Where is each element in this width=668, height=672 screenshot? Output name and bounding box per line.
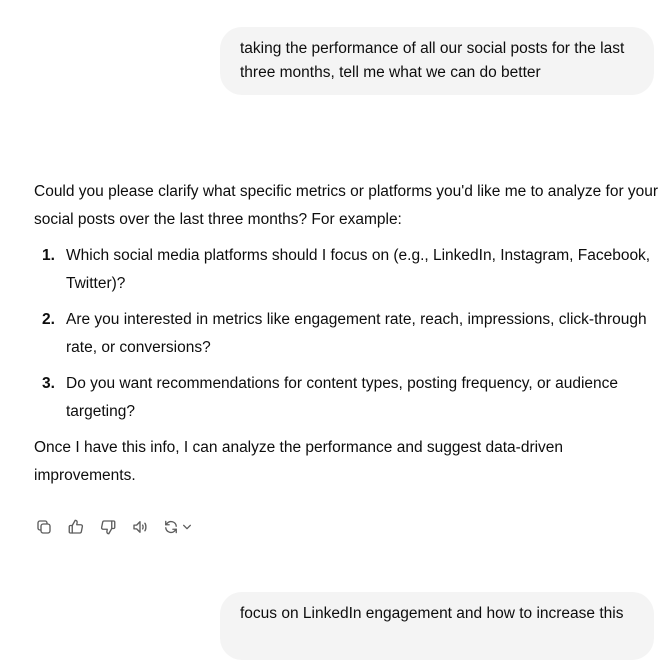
read-aloud-icon bbox=[131, 518, 149, 536]
list-item bbox=[34, 370, 660, 426]
list-item-text: Do you want recommendations for content types, posting frequency, or audience targeting? bbox=[66, 375, 618, 420]
list-item-text: Which social media platforms should I focus on (e.g., LinkedIn, Instagram, Facebook, Twitter)? bbox=[66, 247, 651, 292]
list-item-number: 1. bbox=[42, 247, 55, 264]
thumbs-up-button[interactable] bbox=[66, 517, 86, 537]
message-actions bbox=[34, 516, 192, 538]
assistant-list bbox=[34, 242, 660, 426]
user-message-text: focus on LinkedIn engagement and how to increase this bbox=[240, 605, 624, 622]
chevron-down-icon bbox=[182, 522, 192, 532]
list-item bbox=[34, 242, 660, 298]
list-item-text: Are you interested in metrics like engagement rate, reach, impressions, click-through rate, or conversions? bbox=[66, 311, 647, 356]
assistant-message bbox=[34, 178, 660, 490]
list-item-number: 3. bbox=[42, 375, 55, 392]
thumbs-up-icon bbox=[67, 518, 85, 536]
thumbs-down-icon bbox=[99, 518, 117, 536]
user-message-bubble bbox=[220, 27, 654, 95]
list-item bbox=[34, 306, 660, 362]
assistant-outro: Once I have this info, I can analyze the performance and suggest data-driven improvements. bbox=[34, 439, 564, 484]
read-aloud-button[interactable] bbox=[130, 517, 150, 537]
list-item-number: 2. bbox=[42, 311, 55, 328]
copy-button[interactable] bbox=[34, 517, 54, 537]
user-message-text: taking the performance of all our social posts for the last three months, tell me what we can do better bbox=[240, 40, 625, 81]
user-message-bubble bbox=[220, 592, 654, 660]
assistant-intro: Could you please clarify what specific metrics or platforms you'd like me to analyze for your social posts over the last three months? For example: bbox=[34, 183, 659, 228]
regenerate-button[interactable] bbox=[162, 518, 192, 536]
regenerate-icon bbox=[162, 518, 180, 536]
copy-icon bbox=[35, 518, 53, 536]
thumbs-down-button[interactable] bbox=[98, 517, 118, 537]
